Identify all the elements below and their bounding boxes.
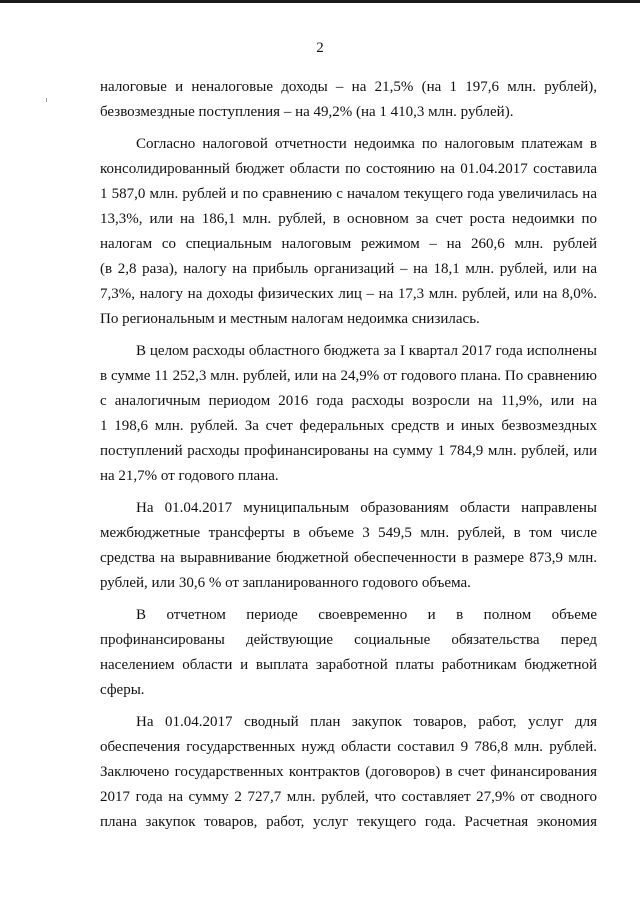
- text-line: налоговые и неналоговые доходы – на 21,5% (на 1 197,6 млн. рублей),: [100, 79, 597, 95]
- text-line: Заключено государственных контрактов (договоров) в счет финансирования: [100, 764, 597, 780]
- text-line: в сумме 11 252,3 млн. рублей, или на 24,9% от годового плана. По сравнению: [100, 368, 597, 384]
- text-line: межбюджетные трансферты в объеме 3 549,5 млн. рублей, в том числе: [100, 525, 597, 541]
- text-line: населением области и выплата заработной платы работникам бюджетной: [100, 657, 597, 673]
- text-line: обеспечения государственных нужд области составил 9 786,8 млн. рублей.: [100, 739, 597, 755]
- margin-mark: [46, 98, 47, 102]
- text-line: Согласно налоговой отчетности недоимка по налоговым платежам в: [136, 136, 597, 152]
- text-line: поступлений расходы профинансированы на сумму 1 784,9 млн. рублей, или: [100, 443, 597, 459]
- text-line: безвозмездные поступления – на 49,2% (на 1 410,3 млн. рублей).: [100, 104, 514, 120]
- text-line: консолидированный бюджет области по состоянию на 01.04.2017 составила: [100, 161, 597, 177]
- text-line: На 01.04.2017 сводный план закупок товаров, работ, услуг для: [136, 714, 597, 730]
- text-line: налогам со специальным налоговым режимом – на 260,6 млн. рублей: [100, 236, 597, 252]
- text-line: 1 198,6 млн. рублей. За счет федеральных средств и иных безвозмездных: [100, 418, 597, 434]
- text-line: рублей, или 30,6 % от запланированного годового объема.: [100, 575, 471, 591]
- page-number: 2: [316, 40, 324, 56]
- text-line: В отчетном периоде своевременно и в полном объеме: [136, 607, 597, 623]
- text-line: профинансированы действующие социальные обязательства перед: [100, 632, 597, 648]
- text-line: По региональным и местным налогам недоимка снизилась.: [100, 311, 480, 327]
- text-line: На 01.04.2017 муниципальным образованиям области направлены: [136, 500, 597, 516]
- text-line: плана закупок товаров, работ, услуг текущего года. Расчетная экономия: [100, 814, 597, 830]
- text-line: 13,3%, или на 186,1 млн. рублей, в основном за счет роста недоимки по: [100, 211, 597, 227]
- text-line: средства на выравнивание бюджетной обеспеченности в размере 873,9 млн.: [100, 550, 597, 566]
- scan-top-edge: [0, 0, 640, 3]
- text-line: В целом расходы областного бюджета за I квартал 2017 года исполнены: [136, 343, 597, 359]
- text-line: на 21,7% от годового плана.: [100, 468, 279, 484]
- text-line: сферы.: [100, 682, 145, 698]
- text-line: 7,3%, налогу на доходы физических лиц – на 17,3 млн. рублей, или на 8,0%.: [100, 286, 597, 302]
- text-line: 2017 года на сумму 2 727,7 млн. рублей, что составляет 27,9% от сводного: [100, 789, 597, 805]
- text-line: 1 587,0 млн. рублей и по сравнению с началом текущего года увеличилась на: [100, 186, 597, 202]
- text-line: с аналогичным периодом 2016 года расходы возросли на 11,9%, или на: [100, 393, 597, 409]
- text-line: (в 2,8 раза), налогу на прибыль организаций – на 18,1 млн. рублей, или на: [100, 261, 597, 277]
